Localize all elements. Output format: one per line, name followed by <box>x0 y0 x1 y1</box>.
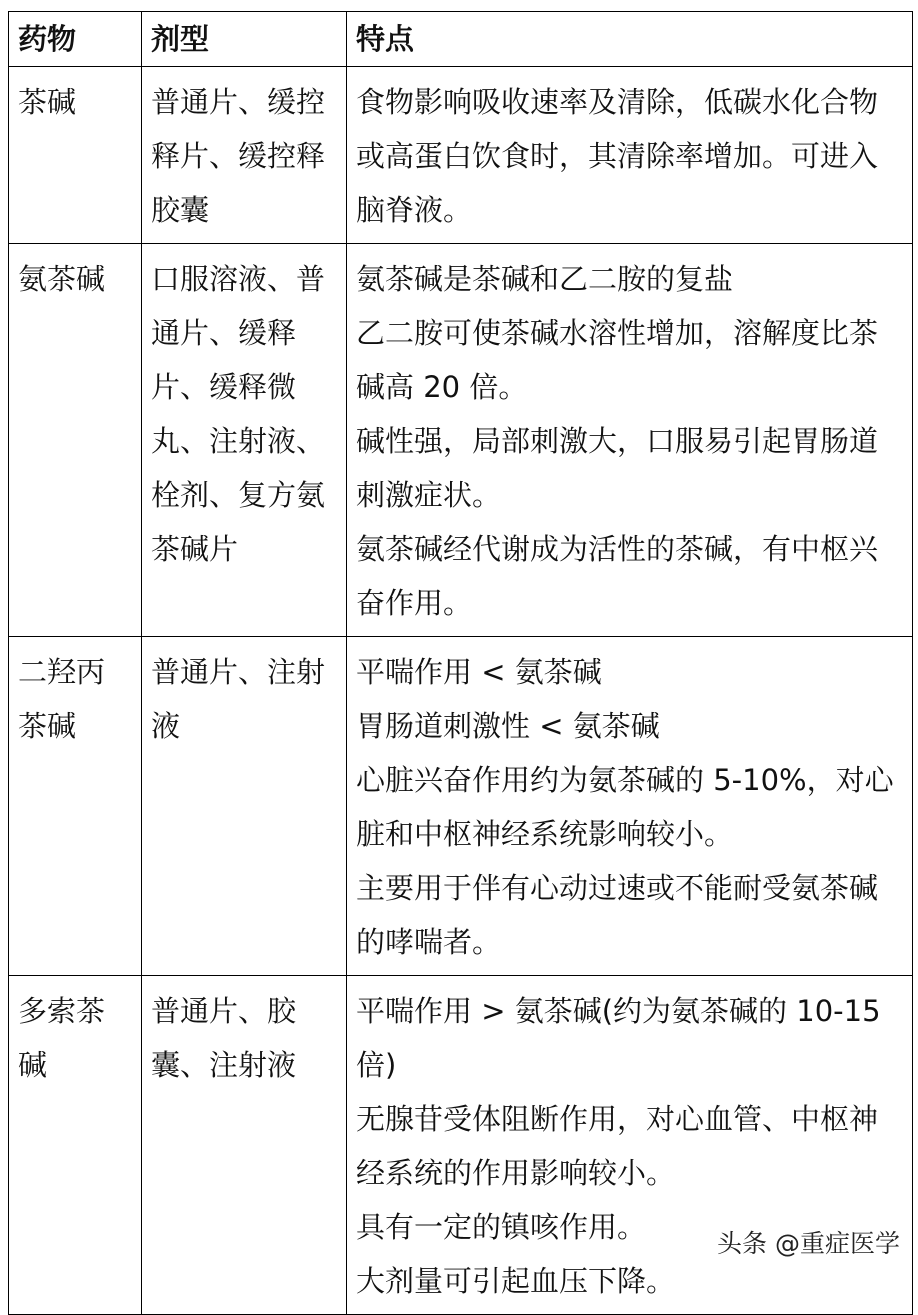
feature-line: 无腺苷受体阻断作用，对心血管、中枢神经系统的作用影响较小。 <box>356 1102 879 1190</box>
table-row <box>9 67 913 244</box>
table-row <box>9 637 913 976</box>
drug-comparison-table <box>8 11 913 1315</box>
drug-name-cell: 多索茶碱 <box>9 976 142 1315</box>
dosage-forms-cell: 普通片、缓控释片、缓控释胶囊 <box>142 67 347 244</box>
dosage-forms-cell: 普通片、注射液 <box>142 637 347 976</box>
dosage-forms-cell: 口服溶液、普通片、缓释片、缓释微丸、注射液、栓剂、复方氨茶碱片 <box>142 244 347 637</box>
header-features: 特点 <box>347 12 913 67</box>
header-drug: 药物 <box>9 12 142 67</box>
dosage-forms-cell: 普通片、胶囊、注射液 <box>142 976 347 1315</box>
feature-line: 食物影响吸收速率及清除，低碳水化合物或高蛋白饮食时，其清除率增加。可进入脑脊液。 <box>356 85 879 227</box>
features-cell <box>347 67 913 244</box>
features-cell <box>347 976 913 1315</box>
feature-line: 乙二胺可使茶碱水溶性增加，溶解度比茶碱高 20 倍。 <box>356 316 879 404</box>
feature-line: 心脏兴奋作用约为氨茶碱的 5-10%，对心脏和中枢神经系统影响较小。 <box>356 763 894 851</box>
feature-line: 主要用于伴有心动过速或不能耐受氨茶碱的哮喘者。 <box>356 871 879 959</box>
table-row <box>9 244 913 637</box>
table-header-row <box>9 12 913 67</box>
watermark: 头条 @重症医学 <box>717 1229 900 1258</box>
feature-line: 氨茶碱经代谢成为活性的茶碱，有中枢兴奋作用。 <box>356 532 879 620</box>
features-cell <box>347 637 913 976</box>
drug-name-cell: 二羟丙茶碱 <box>9 637 142 976</box>
feature-line: 平喘作用 > 氨茶碱(约为氨茶碱的 10-15 倍) <box>356 994 881 1082</box>
feature-line: 碱性强，局部刺激大，口服易引起胃肠道刺激症状。 <box>356 424 879 512</box>
drug-name-cell: 茶碱 <box>9 67 142 244</box>
feature-line: 平喘作用 < 氨茶碱 <box>356 655 602 689</box>
features-cell <box>347 244 913 637</box>
drug-name-cell: 氨茶碱 <box>9 244 142 637</box>
feature-line: 具有一定的镇咳作用。 <box>356 1210 647 1244</box>
table-row <box>9 976 913 1315</box>
feature-line: 胃肠道刺激性 < 氨茶碱 <box>356 709 660 743</box>
header-forms: 剂型 <box>142 12 347 67</box>
feature-line: 大剂量可引起血压下降。 <box>356 1264 676 1298</box>
feature-line: 氨茶碱是茶碱和乙二胺的复盐 <box>356 262 734 296</box>
